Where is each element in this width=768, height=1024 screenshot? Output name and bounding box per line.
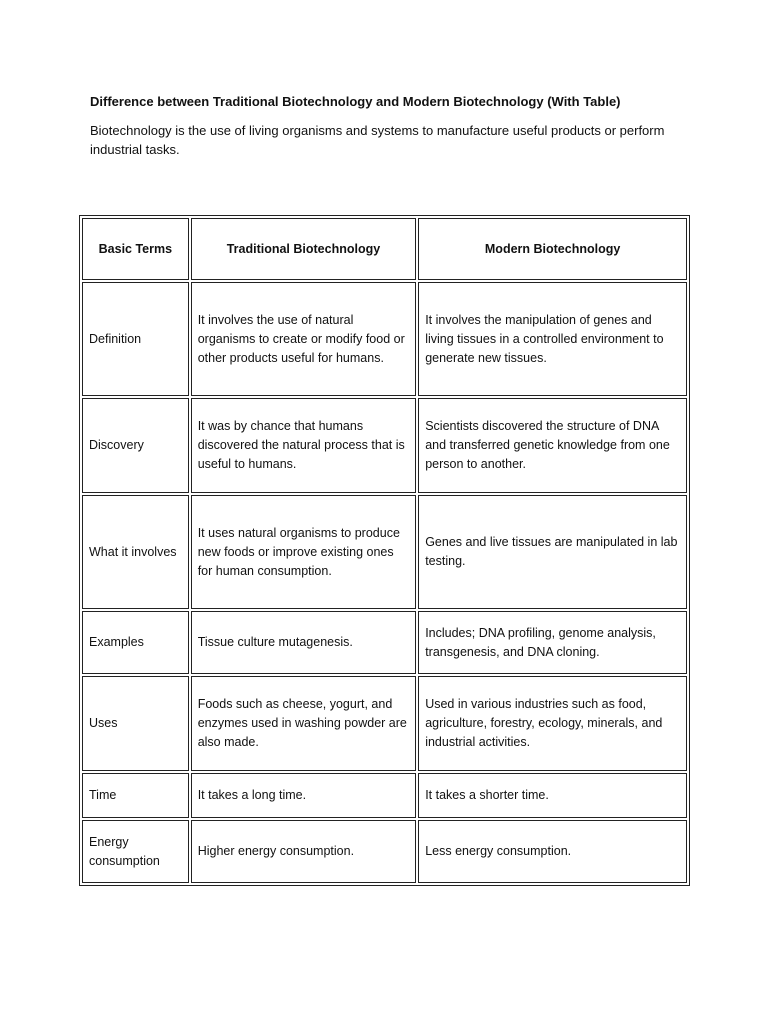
- table-row: [82, 676, 687, 771]
- row-traditional: It involves the use of natural organisms to create or modify food or other products useful for humans.: [191, 282, 417, 396]
- table-header-row: [82, 218, 687, 280]
- comparison-table: [79, 215, 690, 886]
- row-term: Definition: [82, 282, 189, 396]
- header-modern-biotechnology: Modern Biotechnology: [418, 218, 687, 280]
- document-intro: Biotechnology is the use of living organisms and systems to manufacture useful products or perform industrial tasks.: [90, 123, 665, 157]
- table-row: [82, 820, 687, 883]
- row-modern: Includes; DNA profiling, genome analysis, transgenesis, and DNA cloning.: [418, 611, 687, 674]
- row-traditional: It uses natural organisms to produce new foods or improve existing ones for human consumption.: [191, 495, 417, 609]
- row-modern: Used in various industries such as food, agriculture, forestry, ecology, minerals, and industrial activities.: [418, 676, 687, 771]
- row-modern: Less energy consumption.: [418, 820, 687, 883]
- row-traditional: Higher energy consumption.: [191, 820, 417, 883]
- table-row: [82, 282, 687, 396]
- row-traditional: Tissue culture mutagenesis.: [191, 611, 417, 674]
- row-traditional: It takes a long time.: [191, 773, 417, 818]
- table-row: [82, 773, 687, 818]
- header-basic-terms: Basic Terms: [82, 218, 189, 280]
- row-traditional: It was by chance that humans discovered the natural process that is useful to humans.: [191, 398, 417, 493]
- row-term: Uses: [82, 676, 189, 771]
- row-term: Time: [82, 773, 189, 818]
- table-row: [82, 611, 687, 674]
- header-traditional-biotechnology: Traditional Biotechnology: [191, 218, 417, 280]
- row-traditional: Foods such as cheese, yogurt, and enzymes used in washing powder are also made.: [191, 676, 417, 771]
- row-modern: Genes and live tissues are manipulated in lab testing.: [418, 495, 687, 609]
- table-row: [82, 398, 687, 493]
- table-row: [82, 495, 687, 609]
- document-title: Difference between Traditional Biotechnology and Modern Biotechnology (With Table): [90, 94, 621, 109]
- row-term: Examples: [82, 611, 189, 674]
- row-term: What it involves: [82, 495, 189, 609]
- row-term: Discovery: [82, 398, 189, 493]
- row-modern: It takes a shorter time.: [418, 773, 687, 818]
- row-term: Energy consumption: [82, 820, 189, 883]
- row-modern: Scientists discovered the structure of DNA and transferred genetic knowledge from one person to another.: [418, 398, 687, 493]
- row-modern: It involves the manipulation of genes and living tissues in a controlled environment to generate new tissues.: [418, 282, 687, 396]
